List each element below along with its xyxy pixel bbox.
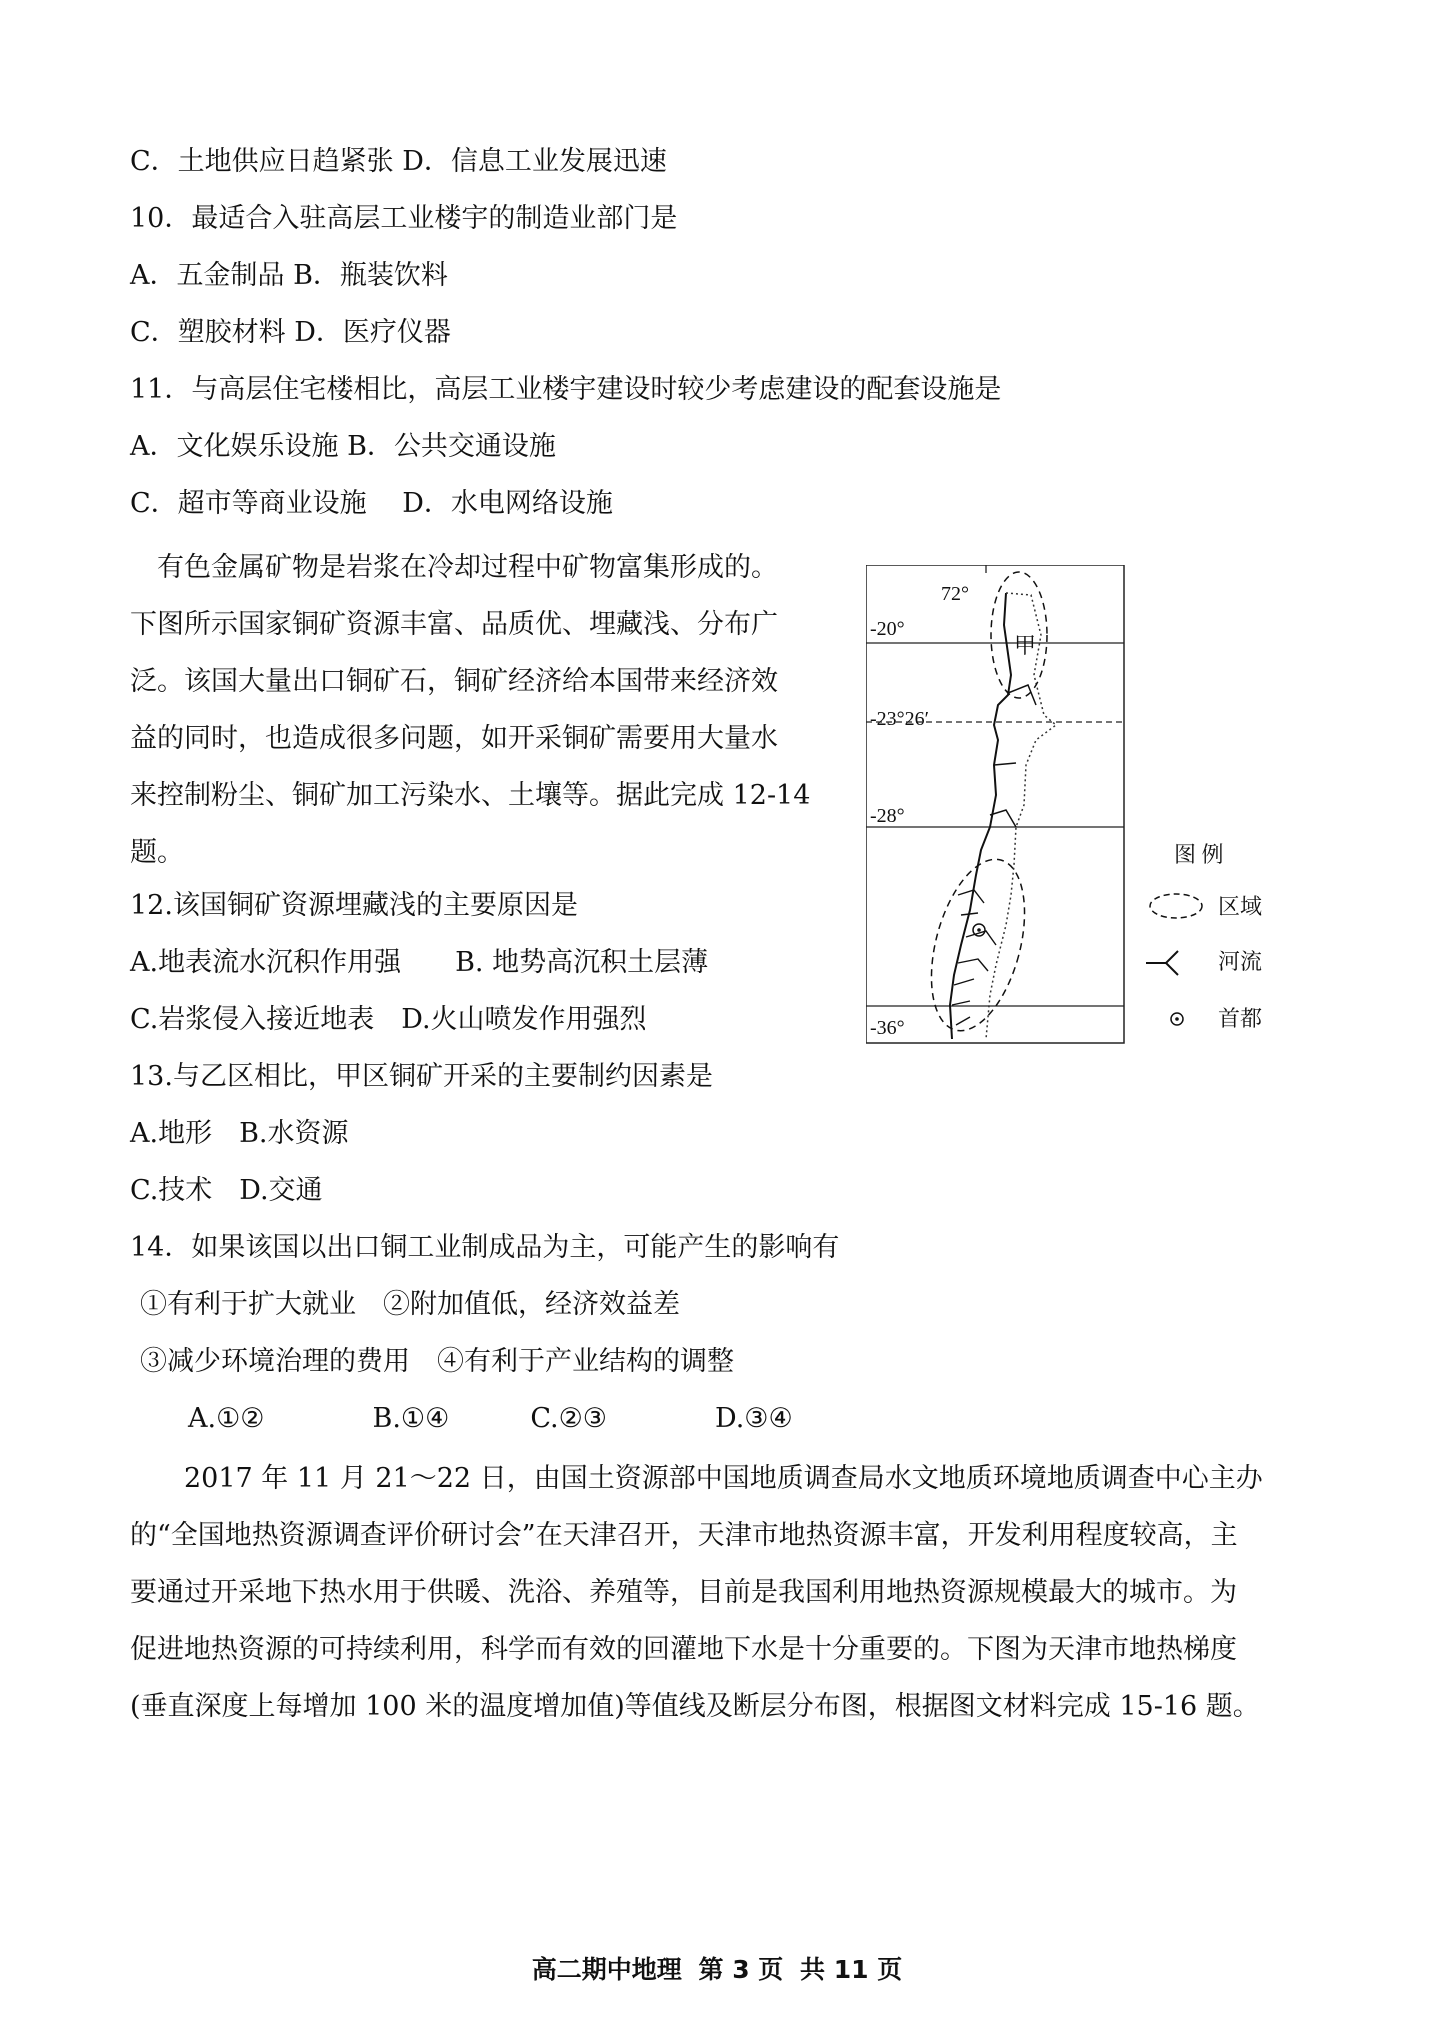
q14-items-12: ①有利于扩大就业 ②附加值低，经济效益差 bbox=[140, 1289, 680, 1320]
legend-title: 图 例 bbox=[1174, 842, 1224, 867]
passage-line: 下图所示国家铜矿资源丰富、品质优、埋藏浅、分布广 bbox=[130, 609, 778, 640]
longitude-label: 72° bbox=[941, 583, 969, 605]
copper-country-map bbox=[866, 565, 1344, 1045]
footer-page: 第 3 页 bbox=[698, 1955, 784, 1984]
passage-line: 促进地热资源的可持续利用，科学而有效的回灌地下水是十分重要的。下图为天津市地热梯度 bbox=[130, 1634, 1237, 1665]
q12-options-cd: C.岩浆侵入接近地表 D.火山喷发作用强烈 bbox=[130, 1004, 647, 1035]
page-footer bbox=[0, 1953, 1434, 1987]
passage-line: 来控制粉尘、铜矿加工污染水、土壤等。据此完成 12-14 bbox=[130, 780, 811, 811]
legend-capital-dot bbox=[1175, 1017, 1179, 1021]
q9-options-cd: C．土地供应日趋紧张 D．信息工业发展迅速 bbox=[130, 146, 667, 177]
passage-line: 2017 年 11 月 21～22 日，由国土资源部中国地质调查局水文地质环境地质调查中心主办 bbox=[130, 1463, 1263, 1494]
q13-options-cd: C.技术 D.交通 bbox=[130, 1175, 323, 1206]
q11-stem: 11．与高层住宅楼相比，高层工业楼宇建设时较少考虑建设的配套设施是 bbox=[130, 374, 1002, 405]
footer-total: 共 11 页 bbox=[800, 1955, 903, 1984]
passage-line: 要通过开采地下热水用于供暖、洗浴、养殖等，目前是我国利用地热资源规模最大的城市。为 bbox=[130, 1577, 1237, 1608]
legend-river-label: 河流 bbox=[1218, 949, 1263, 974]
q14-stem: 14．如果该国以出口铜工业制成品为主，可能产生的影响有 bbox=[130, 1232, 840, 1263]
q12-options-ab: A.地表流水沉积作用强 B. 地势高沉积土层薄 bbox=[130, 947, 709, 978]
latitude-label: -28° bbox=[870, 805, 905, 827]
region-yi-outline bbox=[915, 849, 1042, 1041]
region-jia-label: 甲 bbox=[1014, 633, 1037, 658]
latitude-label: -20° bbox=[870, 618, 905, 640]
country-coastline bbox=[950, 593, 1011, 1039]
legend-region-icon bbox=[1150, 894, 1202, 918]
passage-copper bbox=[130, 539, 850, 881]
q10-options-ab: A．五金制品 B．瓶装饮料 bbox=[130, 260, 448, 291]
passage-line: 的“全国地热资源调查评价研讨会”在天津召开，天津市地热资源丰富，开发利用程度较高，主 bbox=[130, 1520, 1238, 1551]
passage-line: 益的同时，也造成很多问题，如开采铜矿需要用大量水 bbox=[130, 723, 778, 754]
latitude-label: -23°26′ bbox=[870, 708, 930, 730]
country-border bbox=[986, 593, 1056, 1039]
legend-capital-label: 首都 bbox=[1218, 1006, 1263, 1031]
q10-stem: 10．最适合入驻高层工业楼宇的制造业部门是 bbox=[130, 203, 678, 234]
q10-options-cd: C．塑胶材料 D．医疗仪器 bbox=[130, 317, 451, 348]
passage-line: (垂直深度上每增加 100 米的温度增加值)等值线及断层分布图，根据图文材料完成 15-16 题。 bbox=[130, 1691, 1260, 1722]
q14-options: A.①② B.①④ C.②③ D.③④ bbox=[188, 1403, 793, 1434]
q11-options-ab: A．文化娱乐设施 B．公共交通设施 bbox=[130, 431, 556, 462]
legend-river-icon bbox=[1146, 951, 1178, 975]
q14-items-34: ③减少环境治理的费用 ④有利于产业结构的调整 bbox=[140, 1346, 734, 1377]
legend-region-label: 区域 bbox=[1218, 894, 1263, 919]
passage-line: 有色金属矿物是岩浆在冷却过程中矿物富集形成的。 bbox=[130, 552, 778, 583]
footer-title: 高二期中地理 bbox=[531, 1955, 682, 1984]
latitude-label: -36° bbox=[870, 1017, 905, 1039]
passage-line: 题。 bbox=[130, 837, 184, 868]
q13-stem: 13.与乙区相比，甲区铜矿开采的主要制约因素是 bbox=[130, 1061, 713, 1092]
passage-line: 泛。该国大量出口铜矿石，铜矿经济给本国带来经济效 bbox=[130, 666, 778, 697]
q13-options-ab: A.地形 B.水资源 bbox=[130, 1118, 349, 1149]
capital-icon-dot bbox=[977, 928, 981, 932]
passage-geothermal bbox=[130, 1450, 1330, 1735]
q12-stem: 12.该国铜矿资源埋藏浅的主要原因是 bbox=[130, 890, 578, 921]
q11-options-cd: C．超市等商业设施 D．水电网络设施 bbox=[130, 488, 613, 519]
